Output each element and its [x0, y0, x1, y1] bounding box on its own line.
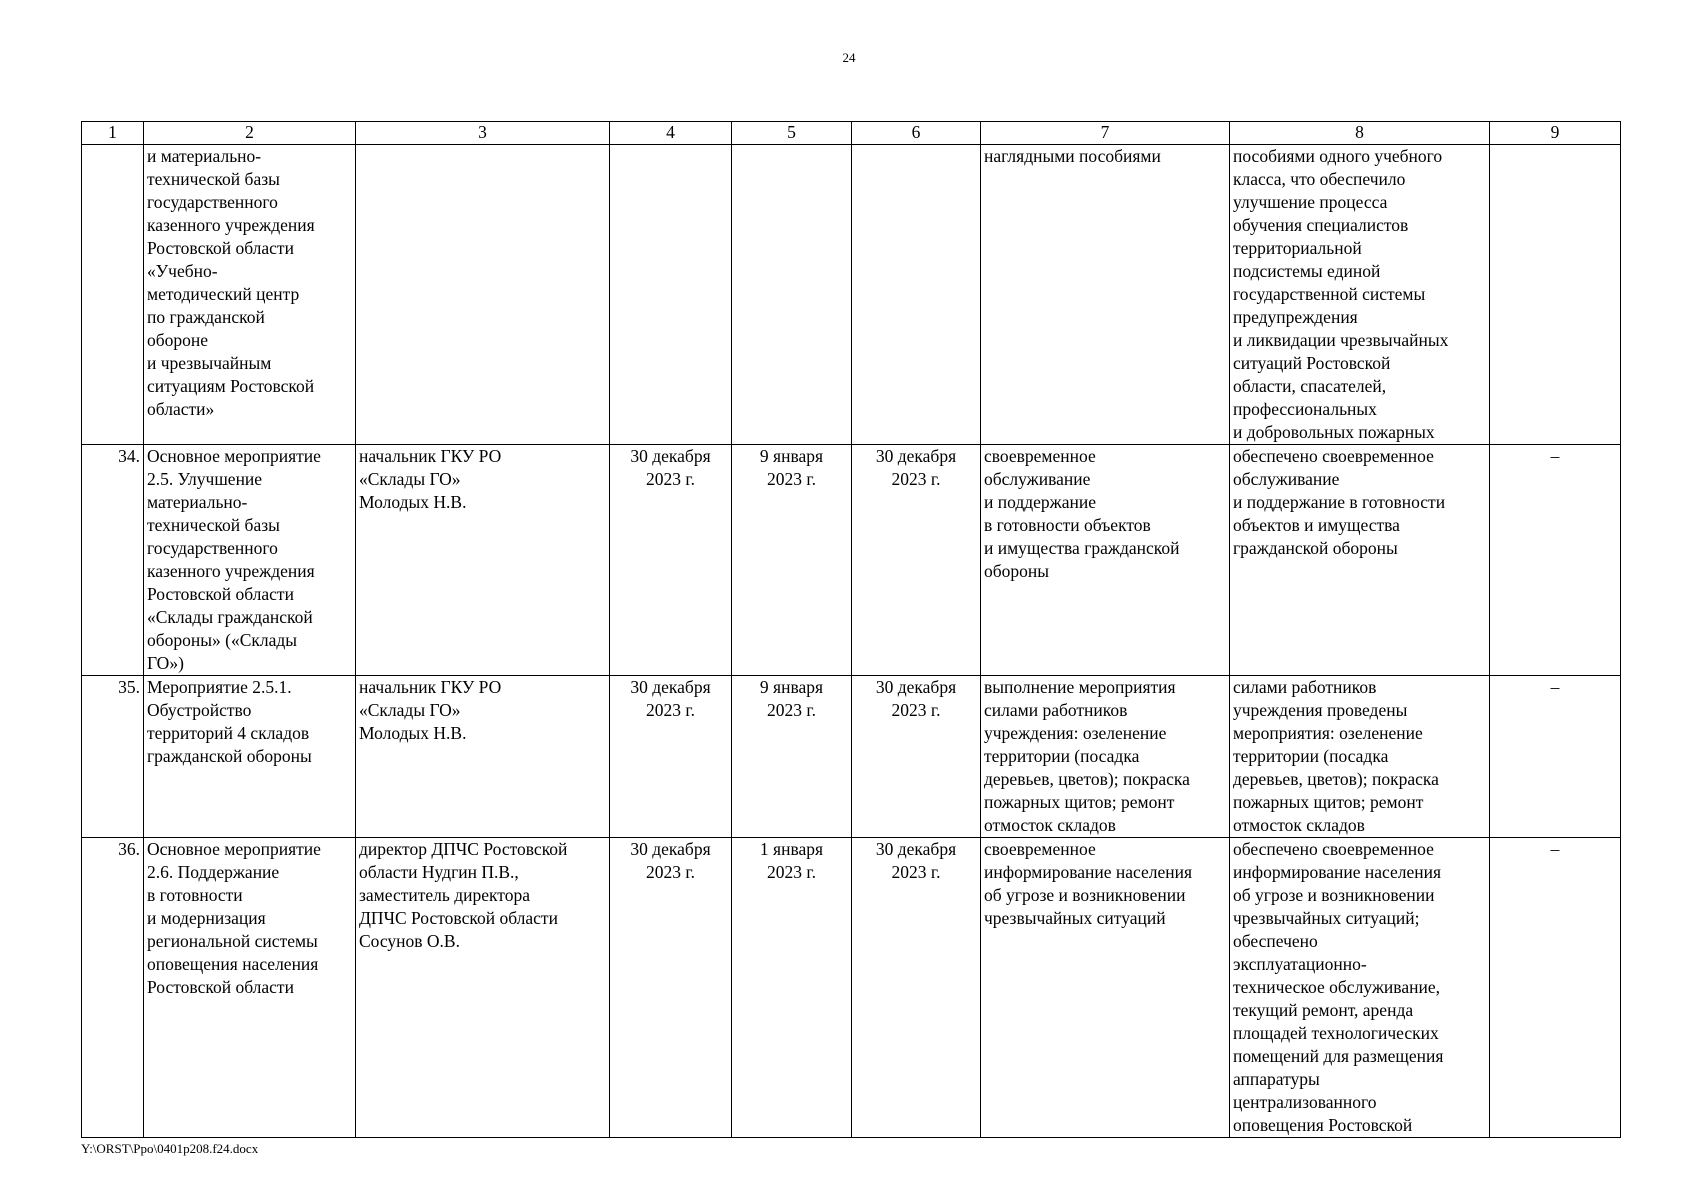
table-row — [82, 145, 1621, 445]
row-number-cell — [82, 145, 144, 445]
table-row — [82, 676, 1621, 838]
table-row — [82, 445, 1621, 676]
actual-start-date-cell: 9 января 2023 г. — [732, 445, 852, 676]
event-name-cell: Мероприятие 2.5.1. Обустройство территорий 4 складов гражданской обороны — [144, 676, 356, 838]
column-header: 9 — [1490, 122, 1621, 145]
expected-result-cell: выполнение мероприятия силами работников учреждения: озеленение территории (посадка деревьев, цветов); покраска пожарных щитов; ремонт отмосток складов — [981, 676, 1230, 838]
planned-date-cell: 30 декабря 2023 г. — [610, 445, 732, 676]
column-header: 7 — [981, 122, 1230, 145]
column-header: 6 — [852, 122, 981, 145]
actual-result-cell: обеспечено своевременное обслуживание и поддержание в готовности объектов и имущества гражданской обороны — [1230, 445, 1490, 676]
actual-start-date-cell: 9 января 2023 г. — [732, 676, 852, 838]
note-cell: – — [1490, 445, 1621, 676]
actual-start-date-cell — [732, 145, 852, 445]
responsible-cell: начальник ГКУ РО «Склады ГО» Молодых Н.В. — [356, 445, 610, 676]
actual-start-date-cell: 1 января 2023 г. — [732, 838, 852, 1138]
note-cell — [1490, 145, 1621, 445]
row-number-cell: 35. — [82, 676, 144, 838]
expected-result-cell: своевременное информирование населения об угрозе и возникновении чрезвычайных ситуаций — [981, 838, 1230, 1138]
column-header: 2 — [144, 122, 356, 145]
actual-end-date-cell: 30 декабря 2023 г. — [852, 838, 981, 1138]
note-cell: – — [1490, 676, 1621, 838]
column-header: 1 — [82, 122, 144, 145]
planned-date-cell — [610, 145, 732, 445]
report-table — [81, 121, 1621, 1138]
event-name-cell: Основное мероприятие 2.6. Поддержание в готовности и модернизация региональной системы оповещения населения Ростовской области — [144, 838, 356, 1138]
table-header-row — [82, 122, 1621, 145]
actual-end-date-cell: 30 декабря 2023 г. — [852, 676, 981, 838]
table-row — [82, 838, 1621, 1138]
row-number-cell: 36. — [82, 838, 144, 1138]
column-header: 4 — [610, 122, 732, 145]
event-name-cell: Основное мероприятие 2.5. Улучшение материально- технической базы государственного казенного учреждения Ростовской области «Склады гражданской обороны» («Склады ГО») — [144, 445, 356, 676]
actual-result-cell: силами работников учреждения проведены мероприятия: озеленение территории (посадка деревьев, цветов); покраска пожарных щитов; ремонт отмосток складов — [1230, 676, 1490, 838]
document-file-path: Y:\ORST\Ppo\0401p208.f24.docx — [81, 1141, 259, 1156]
column-header: 8 — [1230, 122, 1490, 145]
planned-date-cell: 30 декабря 2023 г. — [610, 838, 732, 1138]
expected-result-cell: своевременное обслуживание и поддержание в готовности объектов и имущества гражданской обороны — [981, 445, 1230, 676]
page-number: 24 — [842, 50, 856, 65]
planned-date-cell: 30 декабря 2023 г. — [610, 676, 732, 838]
responsible-cell: начальник ГКУ РО «Склады ГО» Молодых Н.В. — [356, 676, 610, 838]
responsible-cell — [356, 145, 610, 445]
actual-result-cell: обеспечено своевременное информирование населения об угрозе и возникновении чрезвычайных ситуаций; обеспечено эксплуатационно- техническое обслуживание, текущий ремонт, аренда площадей технологических помещений для размещения аппаратуры централизованного оповещения Ростовской — [1230, 838, 1490, 1138]
column-header: 3 — [356, 122, 610, 145]
expected-result-cell: наглядными пособиями — [981, 145, 1230, 445]
responsible-cell: директор ДПЧС Ростовской области Нудгин П.В., заместитель директора ДПЧС Ростовской области Сосунов О.В. — [356, 838, 610, 1138]
event-name-cell: и материально- технической базы государственного казенного учреждения Ростовской области «Учебно- методический центр по гражданской обороне и чрезвычайным ситуациям Ростовской области» — [144, 145, 356, 445]
column-header: 5 — [732, 122, 852, 145]
actual-end-date-cell: 30 декабря 2023 г. — [852, 445, 981, 676]
actual-end-date-cell — [852, 145, 981, 445]
note-cell: – — [1490, 838, 1621, 1138]
row-number-cell: 34. — [82, 445, 144, 676]
actual-result-cell: пособиями одного учебного класса, что обеспечило улучшение процесса обучения специалистов территориальной подсистемы единой государственной системы предупреждения и ликвидации чрезвычайных ситуаций Ростовской области, спасателей, профессиональных и добровольных пожарных — [1230, 145, 1490, 445]
